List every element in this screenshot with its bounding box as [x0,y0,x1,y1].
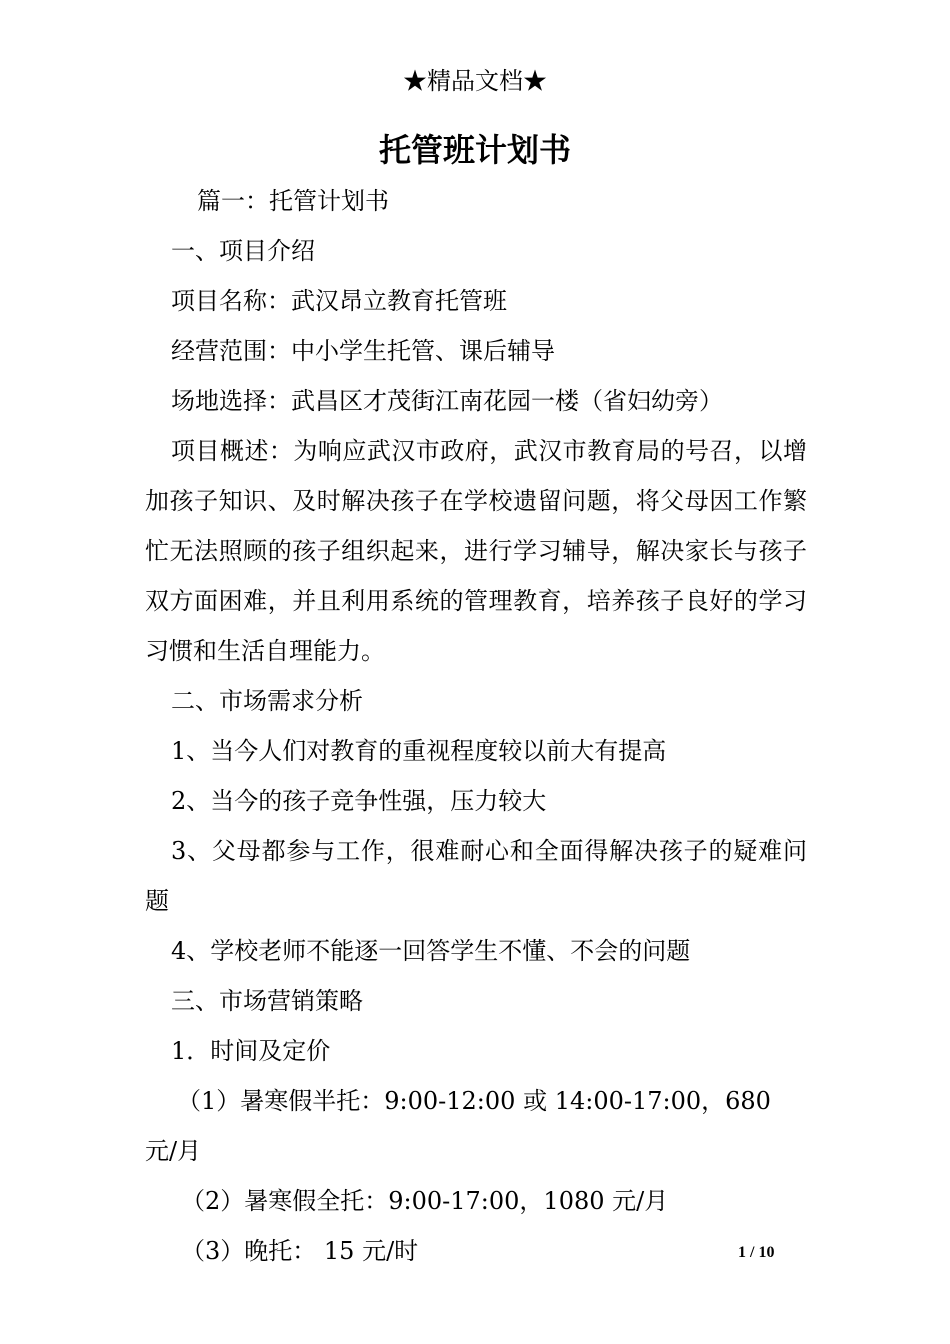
heading-time-pricing: 1．时间及定价 [171,1037,331,1065]
market-point-3: 3、父母都参与工作，很难耐心和全面得解决孩子的疑难问题 [145,837,807,915]
venue: 场地选择：武昌区才茂街江南花园一楼（省妇幼旁） [171,387,723,415]
page-number: 1 / 10 [738,1244,775,1261]
project-name: 项目名称：武汉昂立教育托管班 [171,287,507,315]
document-title: 托管班计划书 [378,131,571,169]
market-point-1: 1、当今人们对教育的重视程度较以前大有提高 [171,737,667,765]
document-body [145,176,807,1276]
pricing-full-day: （2）暑寒假全托：9:00-17:00，1080 元/月 [181,1187,669,1215]
page-header: ★精品文档★ [403,67,547,95]
heading-market-analysis: 二、市场需求分析 [171,687,363,715]
business-scope: 经营范围：中小学生托管、课后辅导 [171,337,555,365]
section-heading: 篇一：托管计划书 [197,187,389,215]
heading-project-intro: 一、项目介绍 [171,237,315,265]
project-overview: 项目概述：为响应武汉市政府，武汉市教育局的号召，以增加孩子知识、及时解决孩子在学校遗留问题，将父母因工作繁忙无法照顾的孩子组织起来，进行学习辅导，解决家长与孩子双方面困难，并且利用系统的管理教育，培养孩子良好的学习习惯和生活自理能力。 [145,437,807,665]
pricing-evening: （3）晚托： 15 元/时 [181,1237,419,1265]
heading-marketing-strategy: 三、市场营销策略 [171,987,363,1015]
market-point-4: 4、学校老师不能逐一回答学生不懂、不会的问题 [171,937,691,965]
pricing-half-day: （1）暑寒假半托：9:00-12:00 或 14:00-17:00，680 元/月 [145,1087,771,1165]
market-point-2: 2、当今的孩子竞争性强，压力较大 [171,787,547,815]
